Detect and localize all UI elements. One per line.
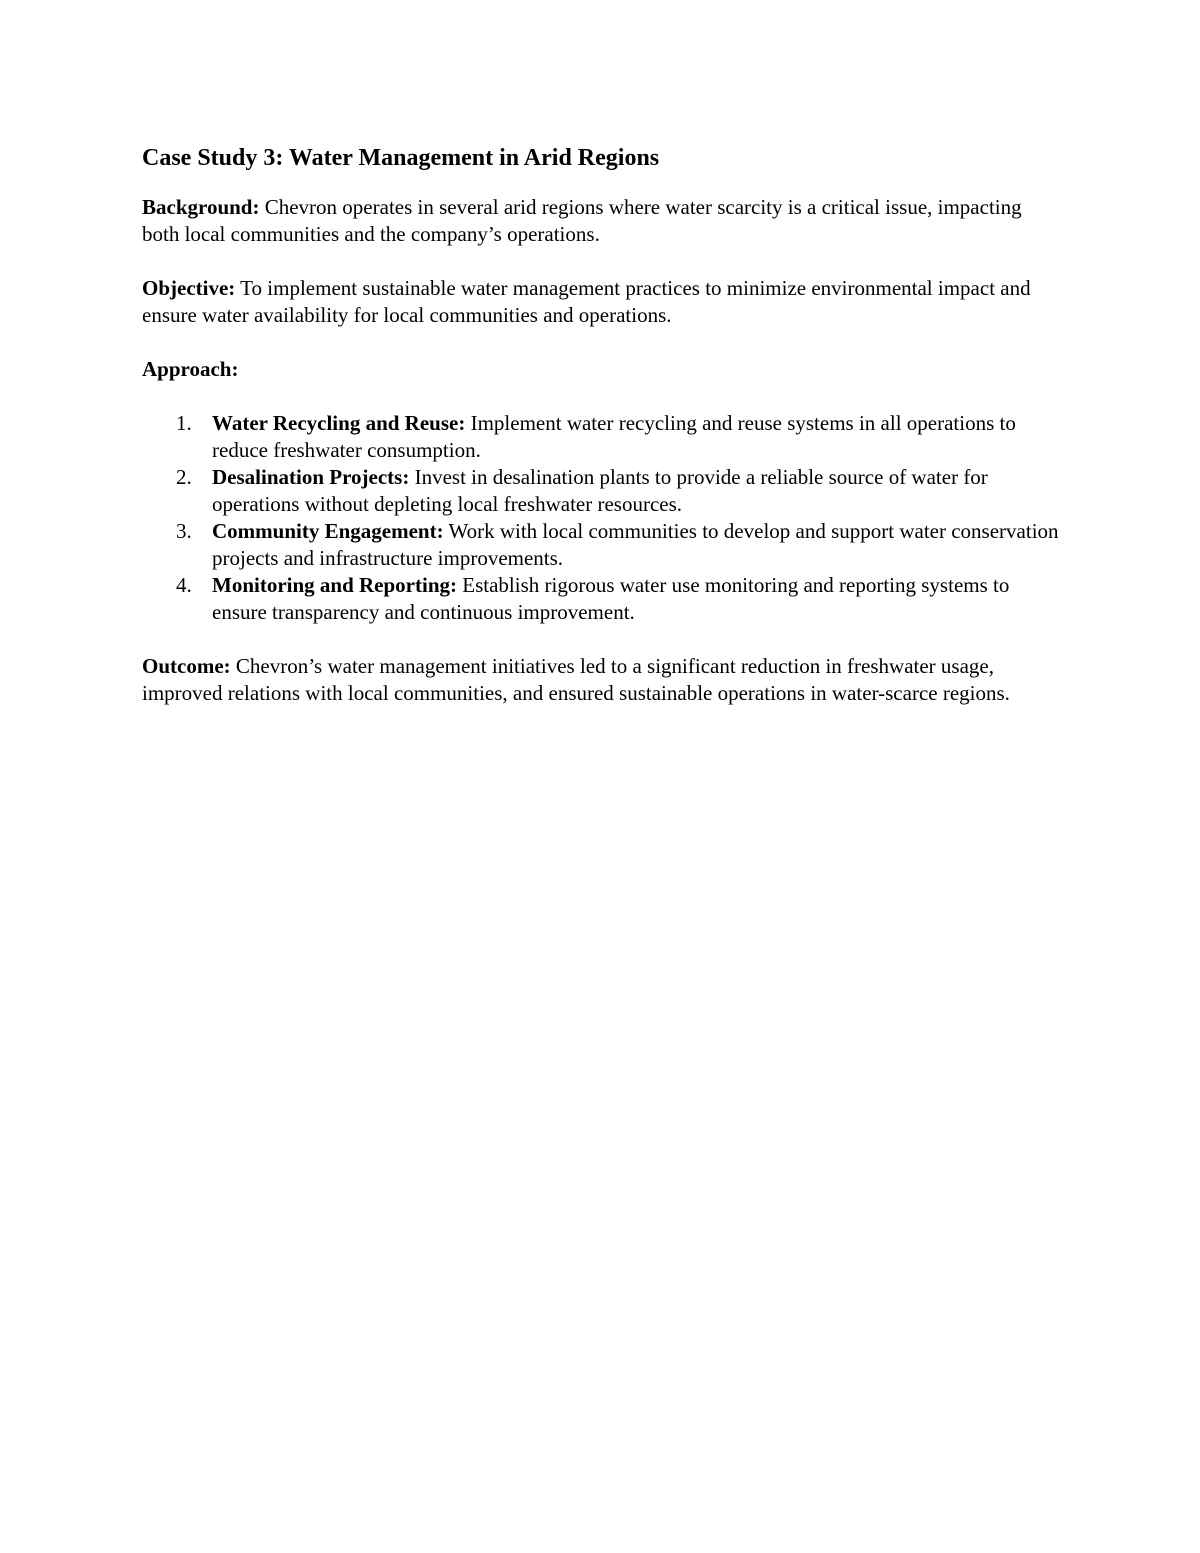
- approach-list: [142, 410, 1062, 626]
- list-item: [142, 410, 1062, 464]
- list-item: [142, 464, 1062, 518]
- background-label: Background:: [142, 195, 260, 219]
- list-item-text: Work with local communities to develop and support water conservation projects and infrastructure improvements.: [212, 519, 1059, 570]
- list-item-label: Community Engagement:: [212, 519, 444, 543]
- outcome-paragraph: [142, 653, 1062, 707]
- list-item-label: Monitoring and Reporting:: [212, 573, 458, 597]
- objective-text: To implement sustainable water management practices to minimize environmental impact and ensure water availability for local communities and operations.: [142, 276, 1031, 327]
- outcome-label: Outcome:: [142, 654, 231, 678]
- list-item: [142, 572, 1062, 626]
- background-paragraph: [142, 194, 1062, 248]
- outcome-text: Chevron’s water management initiatives led to a significant reduction in freshwater usage, improved relations with local communities, and ensured sustainable operations in water-scarce regions.: [142, 654, 1010, 705]
- approach-heading: Approach:: [142, 357, 239, 381]
- list-item-label: Desalination Projects:: [212, 465, 410, 489]
- list-item-text: Invest in desalination plants to provide a reliable source of water for operations without depleting local freshwater resources.: [212, 465, 988, 516]
- objective-paragraph: [142, 275, 1062, 329]
- document-title: Case Study 3: Water Management in Arid Regions: [142, 145, 660, 171]
- list-item-number: 1.: [176, 411, 192, 435]
- list-item-number: 4.: [176, 573, 192, 597]
- list-item: [142, 518, 1062, 572]
- document-page: [142, 140, 1062, 734]
- background-text: Chevron operates in several arid regions where water scarcity is a critical issue, impacting both local communities and the company’s operations.: [142, 195, 1022, 246]
- list-item-text: Establish rigorous water use monitoring and reporting systems to ensure transparency and continuous improvement.: [212, 573, 1010, 624]
- list-item-label: Water Recycling and Reuse:: [212, 411, 466, 435]
- objective-label: Objective:: [142, 276, 236, 300]
- list-item-number: 2.: [176, 465, 192, 489]
- list-item-number: 3.: [176, 519, 192, 543]
- list-item-text: Implement water recycling and reuse systems in all operations to reduce freshwater consumption.: [212, 411, 1016, 462]
